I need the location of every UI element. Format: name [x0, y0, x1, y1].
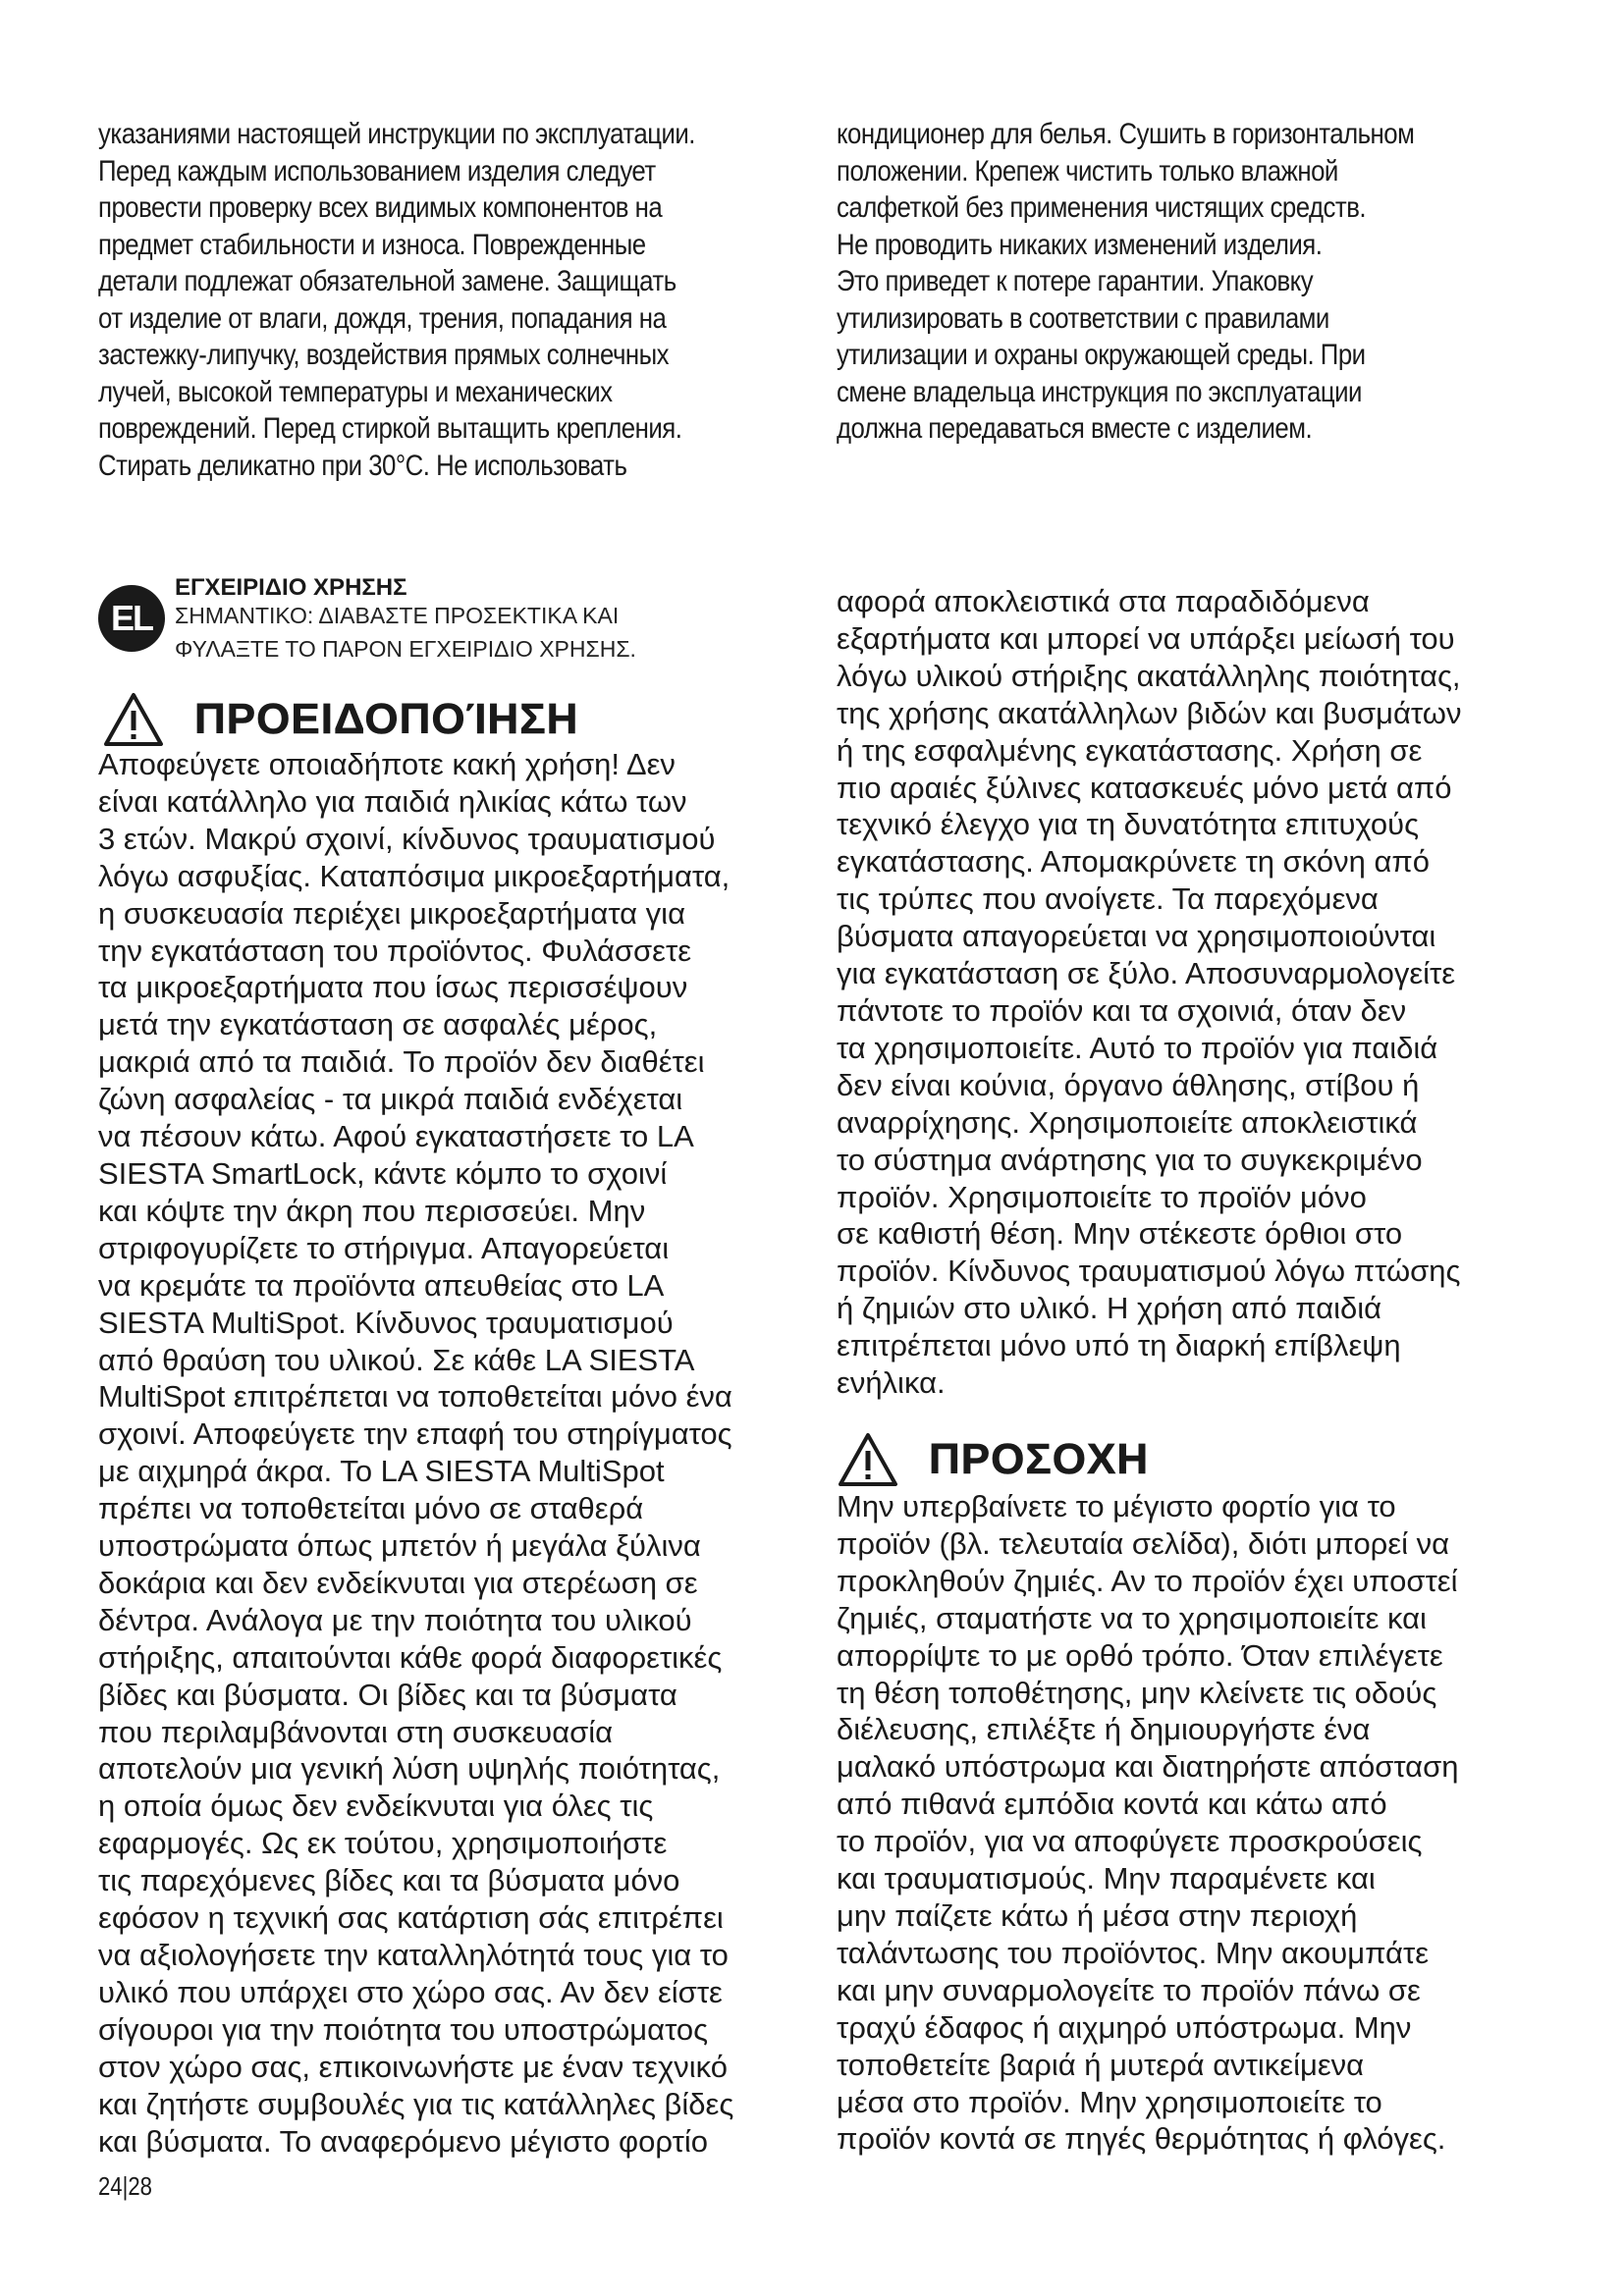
warning-triangle-icon: [837, 1431, 899, 1488]
el-manual-header: [98, 573, 805, 671]
manual-subtitle: ΣΗΜΑΝΤΙΚΟ: ΔΙΑΒΑΣΤΕ ΠΡΟΣΕΚΤΙΚΑ ΚΑΙ ΦΥΛΑΞΤΕ ΤΟ ΠΑΡΟΝ ΕΓΧΕΙΡΙΔΙΟ ΧΡΗΣΗΣ.: [175, 603, 636, 662]
ru-right-column: кондиционер для белья. Сушить в горизонтальном положении. Крепеж чистить только влажной салфеткой без применения чистящих средств. Не проводить никаких изменений изделия. Это приведет к потере гарантии. Упаковку утилизировать в соответствии с правилами утилизации и охраны окружающей среды. При смене владельца инструкция по эксплуатации должна передаваться вместе с изделием.: [837, 118, 1415, 445]
caution-heading-label: ΠΡΟΣΟΧΗ: [929, 1435, 1150, 1483]
caution-text: Μην υπερβαίνετε το μέγιστο φορτίο για το προϊόν (βλ. τελευταία σελίδα), διότι μπορεί να προκληθούν ζημιές. Αν το προϊόν έχει υποστεί ζημιές, σταματήστε να το χρησιμοποιείτε και απορρίψτε το με ορθό τρόπο. Όταν επιλέγετε τη θέση τοποθέτησης, μην κλείνετε τις οδούς διέλευσης, επιλέξτε ή δημιουργήστε ένα μαλακό υπόστρωμα και διατηρήστε απόσταση από πιθανά εμπόδια κοντά και κάτω από το προϊόν, για να αποφύγετε προσκρούσεις και τραυματισμούς. Μην παραμένετε και μην παίζετε κάτω ή μέσα στην περιοχή ταλάντωσης του προϊόντος. Μην ακουμπάτε και μην συναρμολογείτε το προϊόν πάνω σε τραχύ έδαφος ή αιχμηρό υπόστρωμα. Μην τοποθετείτε βαριά ή μυτερά αντικείμενα μέσα στο προϊόν. Μην χρησιμοποιείτε το προϊόν κοντά σε πηγές θερμότητας ή φλόγες.: [837, 1489, 1459, 2157]
warning-text: Αποφεύγετε οποιαδήποτε κακή χρήση! Δεν είναι κατάλληλο για παιδιά ηλικίας κάτω των 3 ετών. Μακρύ σχοινί, κίνδυνος τραυματισμού λόγω ασφυξίας. Καταπόσιμα μικροεξαρτήματα, η συσκευασία περιέχει μικροεξαρτήματα για την εγκατάσταση του προϊόντος. Φυλάσσετε τα μικροεξαρτήματα που ίσως περισσέψουν μετά την εγκατάσταση σε ασφαλές μέρος, μακριά από τα παιδιά. Το προϊόν δεν διαθέτει ζώνη ασφαλείας - τα μικρά παιδιά ενδέχεται να πέσουν κάτω. Αφού εγκαταστήσετε το LA SIESTA SmartLock, κάντε κόμπο το σχοινί και κόψτε την άκρη που περισσεύει. Μην στριφογυρίζετε το στήριγμα. Απαγορεύεται να κρεμάτε τα προϊόντα απευθείας στο LA SIESTA MultiSpot. Κίνδυνος τραυματισμού από θραύση του υλικού. Σε κάθε LA SIESTA MultiSpot επιτρέπεται να τοποθετείται μόνο ένα σχοινί. Αποφεύγετε την επαφή του στηρίγματος με αιχμηρά άκρα. Το LA SIESTA MultiSpot πρέπει να τοποθετείται μόνο σε σταθερά υποστρώματα όπως μπετόν ή μεγάλα ξύλινα δοκάρια και δεν ενδείκνυται για στερέωση σε δέντρα. Ανάλογα με την ποιότητα του υλικού στήριξης, απαιτούνται κάθε φορά διαφορετικές βίδες και βύσματα. Οι βίδες και τα βύσματα που περιλαμβάνονται στη συσκευασία αποτελούν μια γενική λύση υψηλής ποιότητας, η οποία όμως δεν ενδείκνυται για όλες τις εφαρμογές. Ως εκ τούτου, χρησιμοποιήστε τις παρεχόμενες βίδες και τα βύσματα μόνο εφόσον η τεχνική σας κατάρτιση σάς επιτρέπει να αξιολογήσετε την καταλληλότητά τους για το υλικό που υπάρχει στο χώρο σας. Αν δεν είστε σίγουροι για την ποιότητα του υποστρώματος στον χώρο σας, επικοινωνήστε με έναν τεχνικό και ζητήστε συμβουλές για τις κατάλληλες βίδες και βύσματα. Το αναφερόμενο μέγιστο φορτίο: [98, 747, 734, 2159]
manual-title: ΕΓΧΕΙΡΙΔΙΟ ΧΡΗΣΗΣ: [175, 574, 407, 601]
warning-heading: [102, 691, 578, 748]
warning-heading-label: ΠΡΟΕΙΔΟΠΟΊΗΣΗ: [194, 695, 579, 743]
ru-left-column: указаниями настоящей инструкции по эксплуатации. Перед каждым использованием изделия следует провести проверку всех видимых компонентов на предмет стабильности и износа. Поврежденные детали подлежат обязательной замене. Защищать от изделие от влаги, дождя, трения, попадания на застежку-липучку, воздействия прямых солнечных лучей, высокой температуры и механических повреждений. Перед стиркой вытащить крепления. Стирать деликатно при 30°C. Не использовать: [98, 118, 695, 482]
language-badge: EL: [98, 585, 165, 652]
page-number: 24|28: [98, 2171, 152, 2201]
el-right-column: αφορά αποκλειστικά στα παραδιδόμενα εξαρτήματα και μπορεί να υπάρξει μείωσή του λόγω υλικού στήριξης ακατάλληλης ποιότητας, της χρήσης ακατάλληλων βιδών και βυσμάτων ή της εσφαλμένης εγκατάστασης. Χρήση σε πιο αραιές ξύλινες κατασκευές μόνο μετά από τεχνικό έλεγχο για τη δυνατότητα επιτυχούς εγκατάστασης. Απομακρύνετε τη σκόνη από τις τρύπες που ανοίγετε. Τα παρεχόμενα βύσματα απαγορεύεται να χρησιμοποιούνται για εγκατάσταση σε ξύλο. Αποσυναρμολογείτε πάντοτε το προϊόν και τα σχοινιά, όταν δεν τα χρησιμοποιείτε. Αυτό το προϊόν για παιδιά δεν είναι κούνια, όργανο άθλησης, στίβου ή αναρρίχησης. Χρησιμοποιείτε αποκλειστικά το σύστημα ανάρτησης για το συγκεκριμένο προϊόν. Χρησιμοποιείτε το προϊόν μόνο σε καθιστή θέση. Μην στέκεστε όρθιοι στο προϊόν. Κίνδυνος τραυματισμού λόγω πτώσης ή ζημιών στο υλικό. Η χρήση από παιδιά επιτρέπεται μόνο υπό τη διαρκή επίβλεψη ενήλικα.: [837, 584, 1462, 1401]
warning-triangle-icon: [102, 691, 165, 748]
caution-heading: [837, 1431, 1149, 1488]
